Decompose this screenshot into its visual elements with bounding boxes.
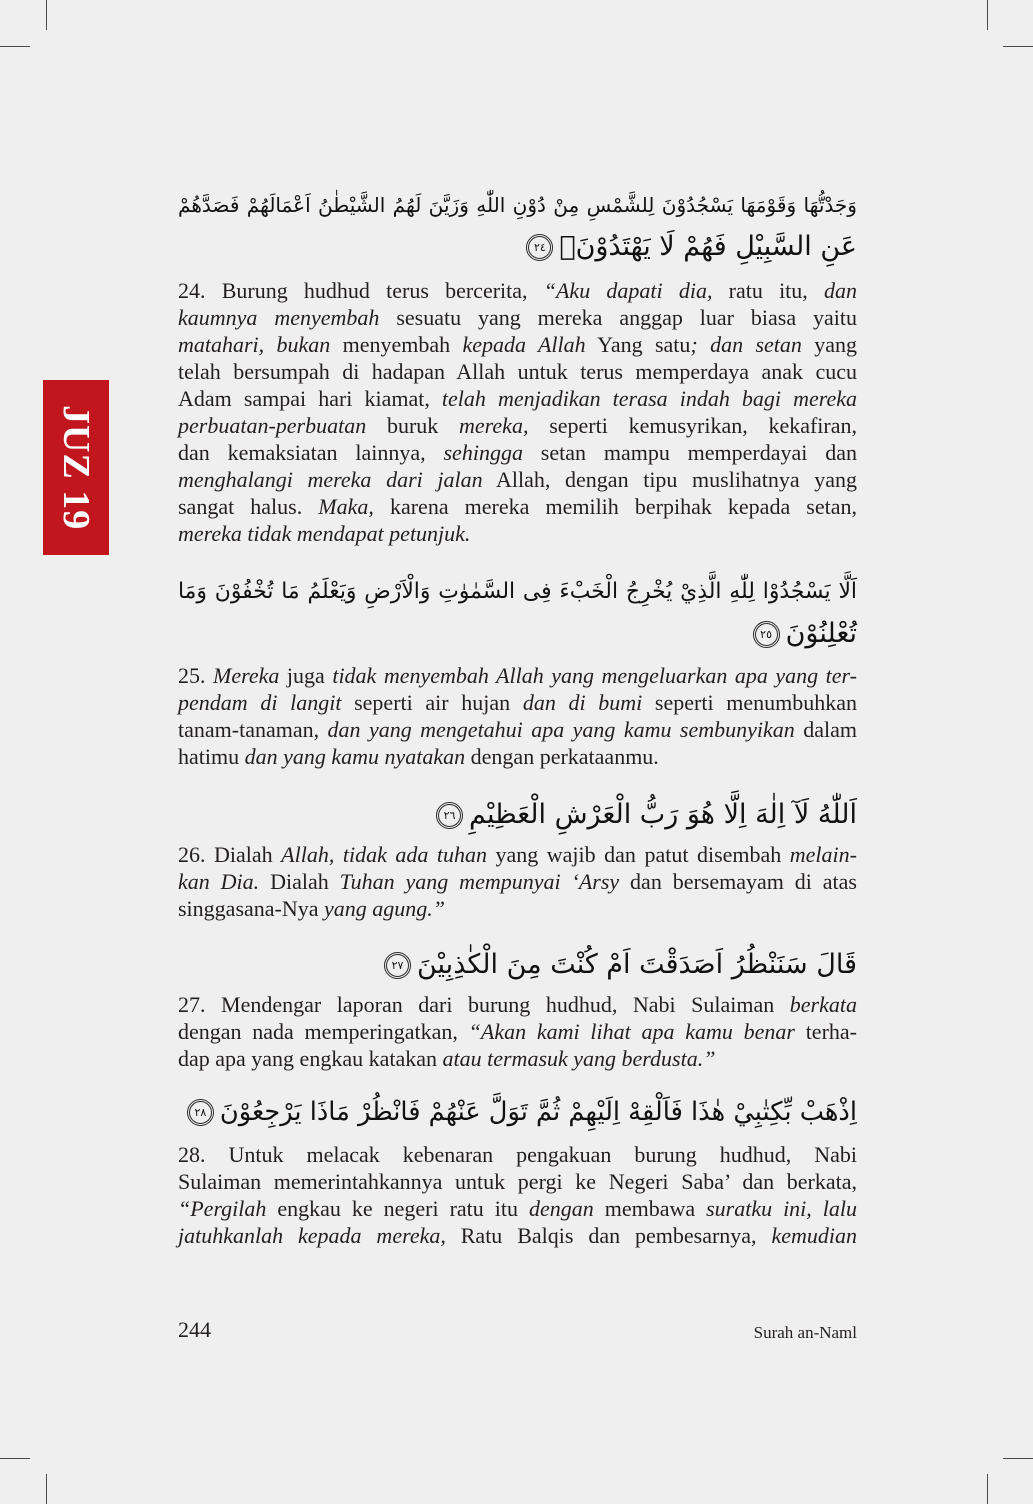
text: dengan nada memperingatkan, <box>178 1019 469 1044</box>
translation-line <box>178 1222 857 1249</box>
text: hatimu <box>178 744 245 769</box>
text: terha- <box>794 1019 857 1044</box>
translation-line <box>178 841 857 868</box>
translation-line <box>178 689 857 716</box>
italic-text: ; dan setan <box>690 332 802 357</box>
crop-mark <box>1003 1458 1033 1459</box>
text: dalam <box>794 717 857 742</box>
italic-text: berkata <box>789 992 857 1017</box>
ayah-number-ornament: ٢٥ <box>753 621 780 648</box>
text: sangat halus. <box>178 494 319 519</box>
translation-line <box>178 1045 857 1072</box>
italic-text: kaumnya menyembah <box>178 305 380 330</box>
text: dan kemaksiatan lainnya, <box>178 440 444 465</box>
text: singgasana-Nya <box>178 896 325 921</box>
italic-text: kan Dia. <box>178 869 260 894</box>
arabic-text: عَنِ السَّبِيْلِ فَهُمْ لَا يَهْتَدُوْنَۙ <box>559 231 857 262</box>
text: 28. Untuk melacak kebenaran pengakuan burung hudhud, Nabi <box>178 1142 857 1167</box>
translation-paragraph-26 <box>178 841 857 922</box>
translation-line <box>178 439 857 466</box>
translation-paragraph-25 <box>178 662 857 770</box>
italic-text: tidak menyembah Allah yang mengeluarkan apa yang ter- <box>332 663 857 688</box>
translation-line <box>178 716 857 743</box>
text: seperti air hujan <box>341 690 523 715</box>
italic-text: “Akan kami lihat apa kamu benar <box>468 1019 795 1044</box>
translation-line <box>178 743 857 770</box>
translation-line <box>178 412 857 439</box>
crop-mark <box>46 0 47 30</box>
text: dap apa yang engkau katakan <box>178 1046 443 1071</box>
italic-text: kemudian <box>771 1223 857 1248</box>
italic-text: dengan <box>528 1196 594 1221</box>
translation-line <box>178 520 857 547</box>
italic-text: telah menjadikan terasa indah bagi mereka <box>441 386 857 411</box>
italic-text: kepada Allah <box>462 332 586 357</box>
italic-text: pendam di langit <box>178 690 342 715</box>
text: juga <box>279 663 333 688</box>
italic-text: atau termasuk yang berdusta.” <box>442 1046 716 1071</box>
crop-mark <box>46 1474 47 1504</box>
arabic-text: اِذْهَبْ بِّكِتٰبِيْ هٰذَا فَاَلْقِهْ اِلَيْهِمْ ثُمَّ تَوَلَّ عَنْهُمْ فَانْظُرْ مَاذَا يَرْجِعُوْنَ <box>219 1097 857 1127</box>
ayah-number-ornament: ٢٧ <box>384 952 411 979</box>
text: tanam-tanaman, <box>178 717 328 742</box>
italic-text: Mereka <box>213 663 280 688</box>
italic-text: menghalangi mereka dari jalan <box>178 467 483 492</box>
italic-text: Tuhan yang mempunyai ‘Arsy <box>339 869 620 894</box>
translation-line <box>178 493 857 520</box>
text: engkau ke negeri ratu itu <box>266 1196 529 1221</box>
text: Adam sampai hari kiamat, <box>178 386 442 411</box>
italic-text: “Pergilah <box>178 1196 267 1221</box>
arabic-line <box>178 613 857 655</box>
text: menyembah <box>330 332 463 357</box>
text: Allah, dengan tipu muslihatnya yang <box>482 467 857 492</box>
arabic-line <box>178 794 857 836</box>
arabic-line <box>178 1091 857 1133</box>
text: membawa <box>593 1196 707 1221</box>
text: Yang satu <box>585 332 691 357</box>
text: setan mampu memperdayai dan <box>522 440 857 465</box>
italic-text: sehingga <box>443 440 523 465</box>
text: yang wajib dan patut disembah <box>486 842 790 867</box>
text: yang <box>801 332 858 357</box>
text: karena mereka memilih berpihak kepada setan, <box>373 494 857 519</box>
arabic-verse-24 <box>178 184 857 268</box>
text: 26. Dialah <box>178 842 282 867</box>
arabic-verse-26 <box>178 794 857 836</box>
text: telah bersumpah di hadapan Allah untuk terus memperdaya anak cucu <box>178 359 857 384</box>
text: 27. Mendengar laporan dari burung hudhud, Nabi Sulaiman <box>178 992 790 1017</box>
italic-text: mereka tidak mendapat petunjuk. <box>178 521 471 546</box>
ayah-number-ornament: ٢٨ <box>187 1099 214 1126</box>
text: buruk <box>366 413 460 438</box>
crop-mark <box>0 46 30 47</box>
crop-mark <box>0 1458 30 1459</box>
translation-line <box>178 466 857 493</box>
text: Ratu Balqis dan pembesarnya, <box>445 1223 772 1248</box>
italic-text: dan yang kamu nyatakan <box>244 744 466 769</box>
translation-line <box>178 991 857 1018</box>
italic-text: mereka, <box>459 413 529 438</box>
italic-text: dan <box>824 278 858 303</box>
text: Dialah <box>259 869 340 894</box>
arabic-text: اَللّٰهُ لَآ اِلٰهَ اِلَّا هُوَ رَبُّ الْعَرْشِ الْعَظِيْمِ <box>469 799 857 830</box>
translation-line <box>178 358 857 385</box>
italic-text: melain- <box>789 842 857 867</box>
italic-text: Allah, tidak ada tuhan <box>281 842 487 867</box>
arabic-verse-25 <box>178 571 857 655</box>
text: seperti menumbuhkan <box>642 690 857 715</box>
text: Sulaiman memerintahkannya untuk pergi ke Negeri Saba’ dan berkata, <box>178 1169 857 1194</box>
juz-label: JUZ 19 <box>55 404 97 531</box>
ayah-number-ornament: ٢٤ <box>526 234 553 261</box>
juz-side-tab <box>43 380 109 555</box>
text: 24. Burung hudhud terus bercerita, <box>178 278 544 303</box>
text: sesuatu yang mereka anggap luar biasa yaitu <box>379 305 857 330</box>
italic-text: Maka, <box>318 494 374 519</box>
translation-line <box>178 662 857 689</box>
translation-paragraph-24 <box>178 277 857 547</box>
text: ratu itu, <box>712 278 825 303</box>
translation-line <box>178 1195 857 1222</box>
running-footer: Surah an-Naml <box>753 1323 857 1342</box>
arabic-verse-28 <box>178 1091 857 1133</box>
translation-paragraph-27 <box>178 991 857 1072</box>
text: dengan perkataanmu. <box>465 744 659 769</box>
crop-mark <box>1003 46 1033 47</box>
translation-line <box>178 1018 857 1045</box>
italic-text: suratku ini, lalu <box>706 1196 857 1221</box>
italic-text: dan yang mengetahui apa yang kamu sembunyikan <box>327 717 795 742</box>
italic-text: perbuatan-perbuatan <box>178 413 367 438</box>
translation-line <box>178 1168 857 1195</box>
translation-line <box>178 331 857 358</box>
translation-line <box>178 895 857 922</box>
crop-mark <box>987 1474 988 1504</box>
translation-paragraph-28 <box>178 1141 857 1249</box>
translation-line <box>178 277 857 304</box>
arabic-line <box>178 944 857 986</box>
arabic-line: وَجَدْتُّهَا وَقَوْمَهَا يَسْجُدُوْنَ لِلشَّمْسِ مِنْ دُوْنِ اللّٰهِ وَزَيَّنَ لَهُمُ الشَّيْطٰنُ اَعْمَالَهُمْ فَصَدَّهُمْ <box>178 193 857 217</box>
page-number: 244 <box>178 1317 211 1342</box>
arabic-line: اَلَّا يَسْجُدُوْا لِلّٰهِ الَّذِيْ يُخْرِجُ الْخَبْءَ فِى السَّمٰوٰتِ وَالْاَرْضِ وَيَعْلَمُ مَا تُخْفُوْنَ وَمَا <box>178 579 857 604</box>
text: 25. <box>178 663 214 688</box>
text: dan bersemayam di atas <box>619 869 857 894</box>
translation-line <box>178 304 857 331</box>
translation-line <box>178 385 857 412</box>
translation-line <box>178 1141 857 1168</box>
arabic-text: قَالَ سَنَنْظُرُ اَصَدَقْتَ اَمْ كُنْتَ مِنَ الْكٰذِبِيْنَ <box>416 949 857 980</box>
arabic-line <box>178 226 857 268</box>
crop-mark <box>987 0 988 30</box>
italic-text: jatuhkanlah kepada mereka, <box>178 1223 446 1248</box>
ayah-number-ornament: ٢٦ <box>436 802 463 829</box>
italic-text: yang agung.” <box>324 896 446 921</box>
text: seperti kemusyrikan, kekafiran, <box>528 413 858 438</box>
arabic-verse-27 <box>178 944 857 986</box>
arabic-text: تُعْلِنُوْنَ <box>785 618 857 649</box>
italic-text: matahari, bukan <box>178 332 331 357</box>
italic-text: dan di bumi <box>522 690 643 715</box>
italic-text: “Aku dapati dia, <box>543 278 713 303</box>
translation-line <box>178 868 857 895</box>
